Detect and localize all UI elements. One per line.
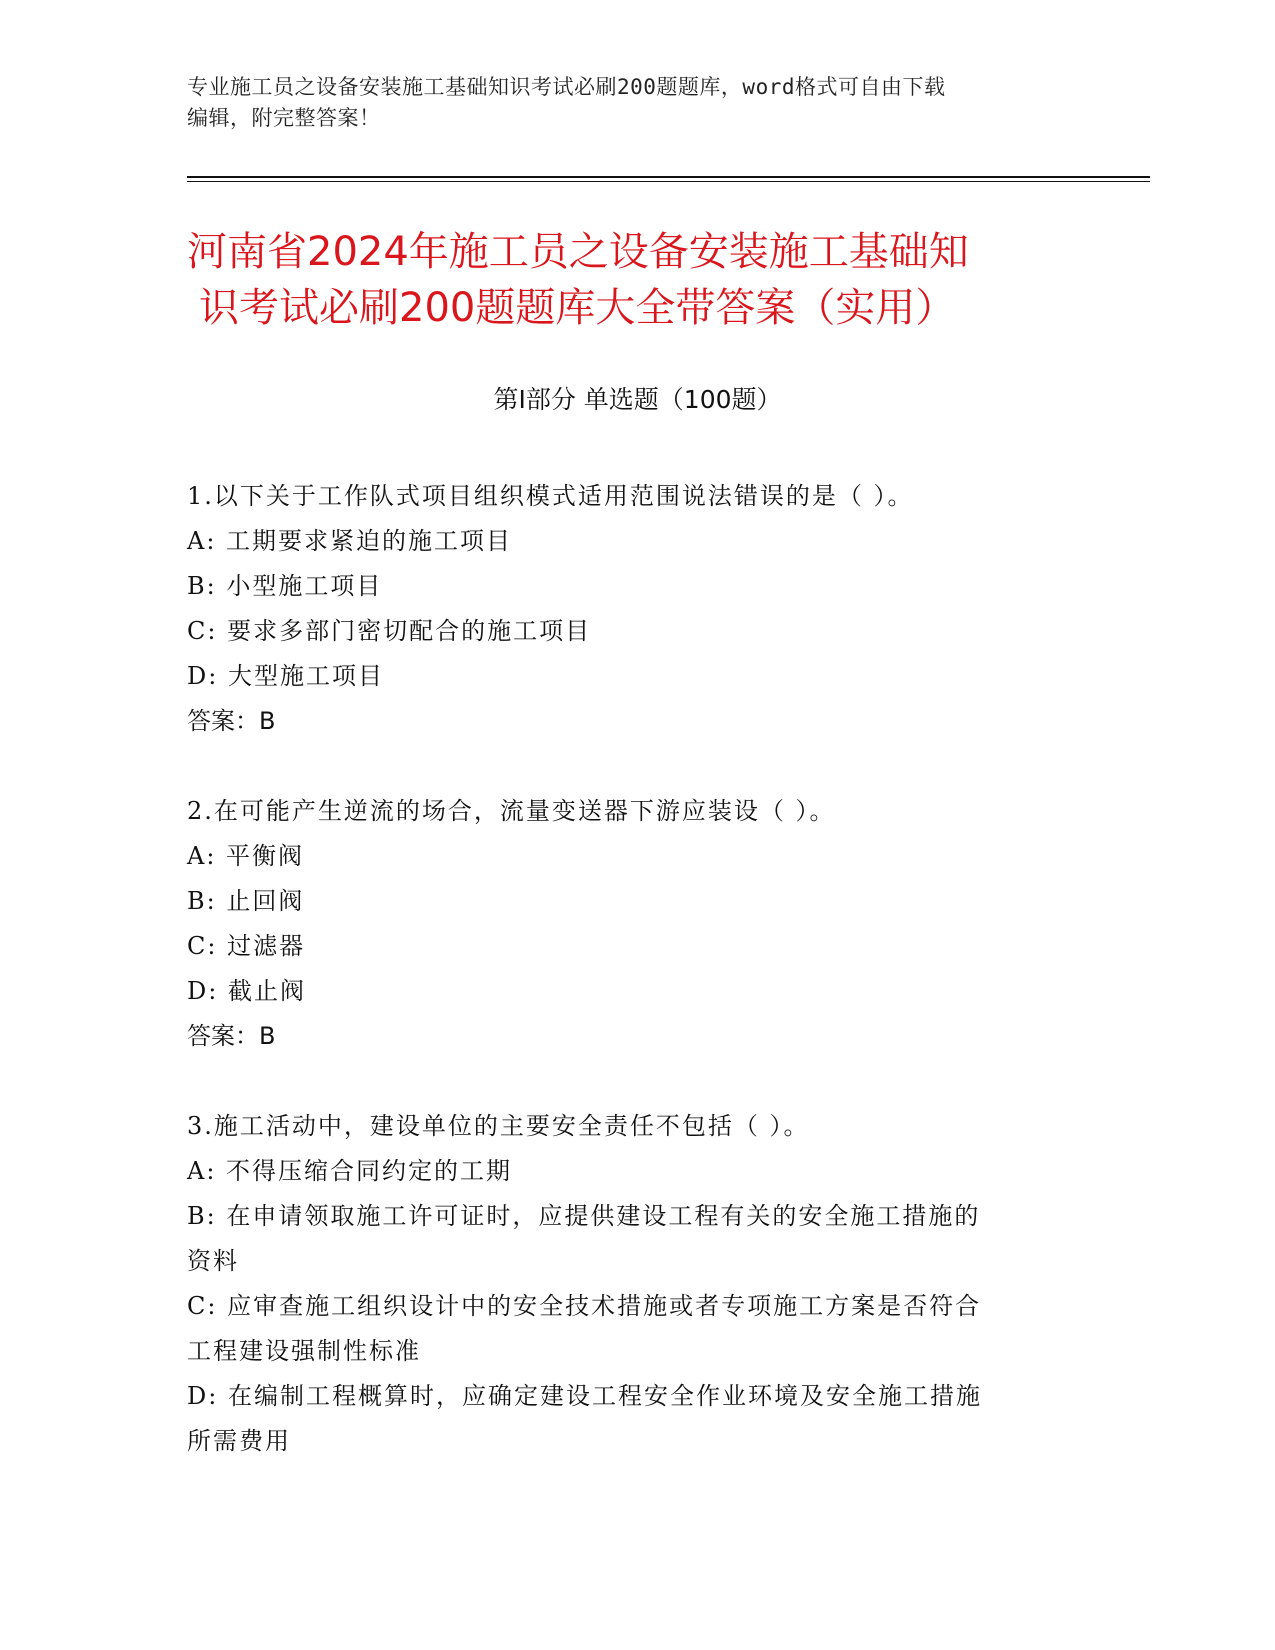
option-c: C: 过滤器 bbox=[187, 932, 306, 960]
header-note-line2: 编辑，附完整答案！ bbox=[187, 106, 381, 130]
option-a: A: 平衡阀 bbox=[187, 842, 305, 870]
option-d-continued: 所需费用 bbox=[187, 1427, 291, 1455]
option-b: B: 小型施工项目 bbox=[187, 572, 383, 600]
option-b: B: 止回阀 bbox=[187, 887, 305, 915]
option-d: D: 大型施工项目 bbox=[187, 662, 384, 690]
option-d: D: 在编制工程概算时，应确定建设工程安全作业环境及安全施工措施 bbox=[187, 1382, 982, 1410]
option-b: B: 在申请领取施工许可证时，应提供建设工程有关的安全施工措施的 bbox=[187, 1202, 981, 1230]
option-c-continued: 工程建设强制性标准 bbox=[187, 1337, 421, 1365]
header-rule-thick bbox=[187, 176, 1150, 178]
document-title-line2: 识考试必刷200题题库大全带答案（实用） bbox=[199, 285, 956, 331]
option-c: C: 应审查施工组织设计中的安全技术措施或者专项施工方案是否符合 bbox=[187, 1292, 982, 1320]
answer: 答案：B bbox=[187, 707, 276, 735]
document-title bbox=[187, 224, 1087, 336]
question-list bbox=[187, 474, 1087, 1509]
header-note-line1: 专业施工员之设备安装施工基础知识考试必刷200题题库，word格式可自由下载 bbox=[187, 75, 946, 99]
header-rule-thin bbox=[187, 181, 1150, 182]
answer: 答案：B bbox=[187, 1022, 276, 1050]
question-stem: 1.以下关于工作队式项目组织模式适用范围说法错误的是（ ）。 bbox=[187, 482, 914, 510]
option-b-continued: 资料 bbox=[187, 1247, 239, 1275]
option-a: A: 工期要求紧迫的施工项目 bbox=[187, 527, 513, 555]
option-a: A: 不得压缩合同约定的工期 bbox=[187, 1157, 513, 1185]
question-stem: 3.施工活动中，建设单位的主要安全责任不包括（ ）。 bbox=[187, 1112, 810, 1140]
question-1 bbox=[187, 474, 1087, 744]
question-2 bbox=[187, 789, 1087, 1059]
question-3 bbox=[187, 1104, 1087, 1464]
question-stem: 2.在可能产生逆流的场合，流量变送器下游应装设（ ）。 bbox=[187, 797, 836, 825]
header-note bbox=[187, 72, 1087, 134]
section-heading: 第Ⅰ部分 单选题（100题） bbox=[493, 385, 782, 414]
document-title-line1: 河南省2024年施工员之设备安装施工基础知 bbox=[187, 229, 969, 275]
option-c: C: 要求多部门密切配合的施工项目 bbox=[187, 617, 592, 645]
option-d: D: 截止阀 bbox=[187, 977, 306, 1005]
